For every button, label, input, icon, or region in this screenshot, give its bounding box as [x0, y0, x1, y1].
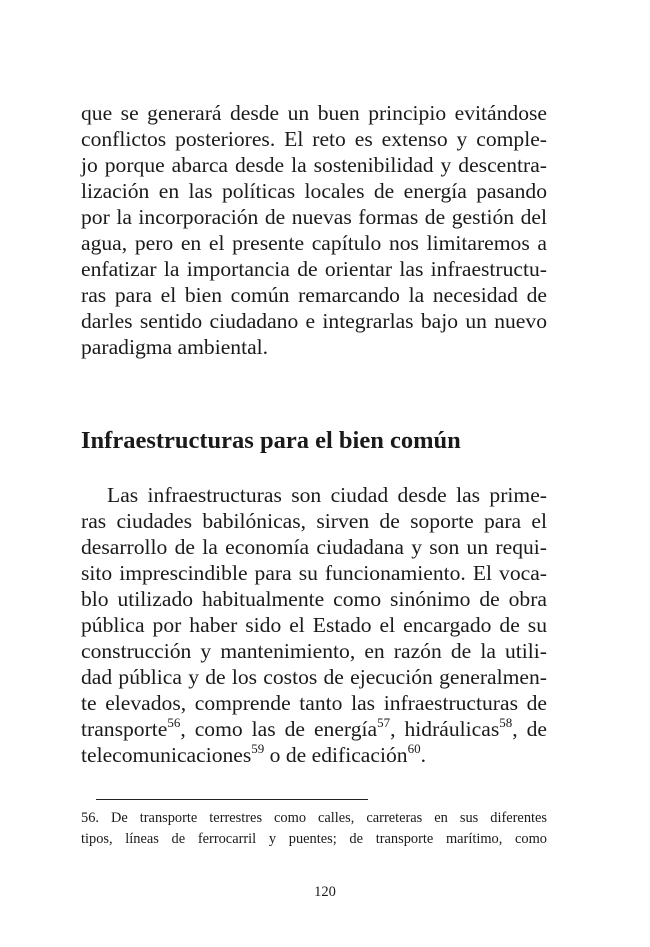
text-line: ras ciudades babilónicas, sirven de soporte para el	[81, 509, 547, 533]
footnote-ref-57[interactable]: 57	[377, 715, 391, 730]
text-line: blo utilizado habitualmente como sinónimo de obra	[81, 587, 547, 611]
text-line: darles sentido ciudadano e integrarlas bajo un nuevo	[81, 309, 547, 333]
text-line-with-footnotes	[81, 716, 547, 742]
text-line: desarrollo de la economía ciudadana y son un requi-	[81, 535, 547, 559]
text-line: conflictos posteriores. El reto es extenso y comple-	[81, 127, 547, 151]
paragraph-infrastructure	[81, 482, 547, 768]
footnote-ref-59[interactable]: 59	[251, 741, 265, 756]
text-line: enfatizar la importancia de orientar las infraestructu-	[81, 257, 547, 281]
text-line: por la incorporación de nuevas formas de gestión del	[81, 205, 547, 229]
text-line: Las infraestructuras son ciudad desde las prime-	[107, 483, 547, 507]
text-line: sito imprescindible para su funcionamiento. El voca-	[81, 561, 547, 585]
text-fragment: telecomunicaciones	[81, 743, 252, 767]
text-line: dad pública y de los costos de ejecución generalmen-	[81, 665, 547, 689]
text-fragment: .	[420, 743, 426, 767]
footnote-ref-56[interactable]: 56	[167, 715, 181, 730]
text-line: te elevados, comprende tanto las infraestructuras de	[81, 691, 547, 715]
footnote-ref-60[interactable]: 60	[407, 741, 421, 756]
section-heading: Infraestructuras para el bien común	[81, 427, 461, 454]
text-line: lización en las políticas locales de energía pasando	[81, 179, 547, 203]
text-fragment: , como las de energía	[180, 717, 378, 741]
paragraph-intro	[81, 100, 547, 360]
text-line: pública por haber sido el Estado el encargado de su	[81, 613, 547, 637]
footnote-56	[81, 808, 547, 850]
text-line: construcción y mantenimiento, en razón de la utili-	[81, 639, 547, 663]
footnote-divider	[96, 799, 368, 800]
text-line: ras para el bien común remarcando la necesidad de	[81, 283, 547, 307]
text-line-with-footnotes	[81, 742, 547, 768]
text-line: agua, pero en el presente capítulo nos limitaremos a	[81, 231, 547, 255]
text-line: paradigma ambiental.	[81, 335, 269, 359]
page-number: 120	[314, 884, 336, 900]
text-line: que se generará desde un buen principio evitándose	[81, 101, 547, 125]
text-line: jo porque abarca desde la sostenibilidad y descentra-	[81, 153, 547, 177]
text-fragment: transporte	[81, 717, 168, 741]
text-fragment: , de	[512, 717, 547, 741]
text-fragment: , hidráulicas	[390, 717, 500, 741]
footnote-ref-58[interactable]: 58	[499, 715, 513, 730]
footnote-line: tipos, líneas de ferrocarril y puentes; de transporte marítimo, como	[81, 831, 547, 847]
text-fragment: o de edificación	[264, 743, 408, 767]
footnote-line: 56. De transporte terrestres como calles, carreteras en sus diferentes	[81, 810, 547, 826]
